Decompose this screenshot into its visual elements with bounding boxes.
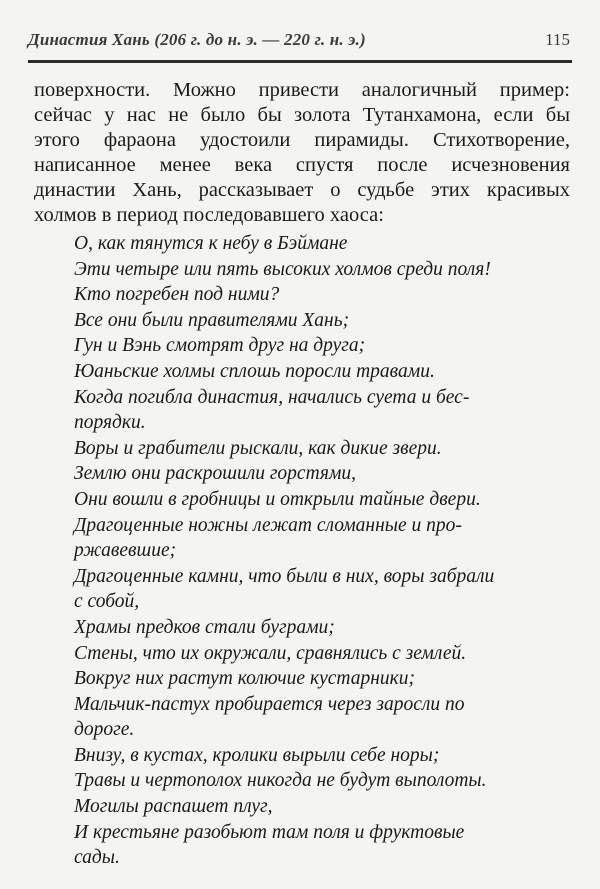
page-number: 115	[545, 30, 570, 49]
poem-line: Драгоценные камни, что были в них, воры забрали	[74, 565, 495, 587]
poem-line: Эти четыре или пять высоких холмов среди поля!	[74, 258, 491, 280]
running-head: Династия Хань (206 г. до н. э. — 220 г. н. э.)	[28, 30, 366, 49]
prose-line: династии Хань, рассказывает о судьбе этих красивых	[34, 179, 570, 201]
poem-line: с собой,	[74, 591, 140, 613]
poem-line: сады.	[74, 847, 120, 869]
prose-line: этого фараона удостоили пирамиды. Стихотворение,	[34, 129, 570, 151]
poem-line: ржавевшие;	[74, 540, 177, 562]
poem-line: Кто погребен под ними?	[74, 284, 280, 306]
poem-line: И крестьяне разобьют там поля и фруктовые	[74, 821, 465, 843]
poem-line: Драгоценные ножны лежат сломанные и про-	[74, 514, 462, 536]
prose-paragraph	[34, 78, 570, 228]
poem-line: Внизу, в кустах, кролики вырыли себе норы;	[74, 744, 440, 766]
prose-line: написанное менее века спустя после исчезновения	[34, 154, 570, 176]
poem-line: Воры и грабители рыскали, как дикие звери.	[74, 437, 442, 459]
poem-line: Травы и чертополох никогда не будут выполоты.	[74, 770, 487, 792]
poem-line: Юаньские холмы сплошь поросли травами.	[74, 360, 435, 382]
poem-line: Вокруг них растут колючие кустарники;	[74, 668, 415, 690]
header-rule	[28, 60, 572, 63]
poem-line: Они вошли в гробницы и открыли тайные двери.	[74, 488, 481, 510]
poem-line: порядки.	[74, 412, 146, 434]
poem-line: Храмы предков стали буграми;	[74, 616, 335, 638]
poem-line: Гун и Вэнь смотрят друг на друга;	[74, 335, 366, 357]
poem	[74, 231, 574, 871]
poem-line: Когда погибла династия, начались суета и бес-	[74, 386, 470, 408]
poem-line: Стены, что их окружали, сравнялись с землей.	[74, 642, 467, 664]
prose-line: сейчас у нас не было бы золота Тутанхамона, если бы	[34, 104, 570, 126]
poem-line: Могилы распашет плуг,	[74, 796, 273, 818]
poem-line: Мальчик-пастух пробирается через заросли по	[74, 693, 465, 715]
poem-line: О, как тянутся к небу в Бэймане	[74, 233, 348, 254]
poem-line: Все они были правителями Хань;	[74, 309, 350, 331]
prose-line: поверхности. Можно привести аналогичный пример:	[34, 79, 570, 101]
prose-line: холмов в период последовавшего хаоса:	[34, 204, 384, 226]
poem-line: Землю они раскрошили горстями,	[74, 463, 357, 485]
poem-line: дороге.	[74, 719, 135, 741]
